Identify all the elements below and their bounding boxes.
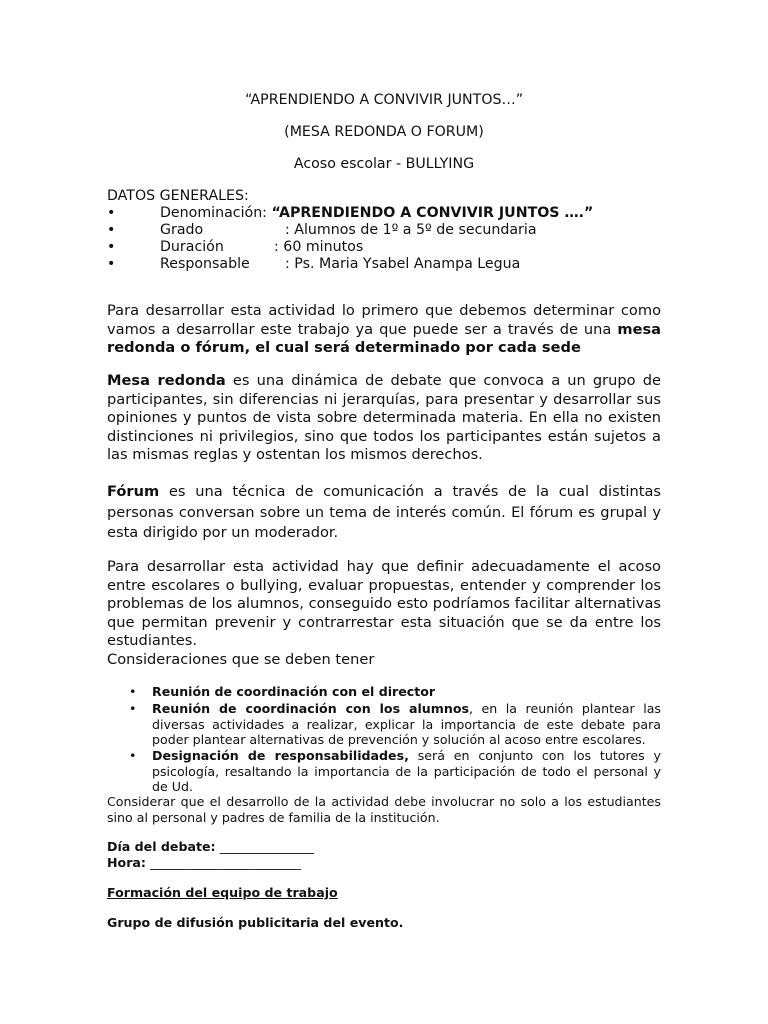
publicity-group-heading: Grupo de difusión publicitaria del evento.	[107, 915, 404, 930]
item-value: “APRENDIENDO A CONVIVIR JUNTOS ….”	[271, 205, 594, 221]
bullet-icon: •	[107, 222, 116, 238]
item-label: Duración	[160, 239, 224, 255]
item-label: Responsable	[160, 256, 250, 272]
bullet-icon: •	[107, 239, 116, 255]
activity-paragraph: Para desarrollar esta actividad hay que definir adecuadamente el acoso entre escolares o bullying, evaluar propuestas, entender y comprender los problemas de los alumnos, conseguido esto podríamos facilitar alternativas que permitan prevenir y contrarrestar esta situación que se da entre los estudiantes.	[107, 558, 661, 649]
forum-paragraph: Fórum es una técnica de comunicación a través de la cual distintas personas conversan sobre un tema de interés común. El fórum es grupal y esta dirigido por un moderador.	[107, 483, 661, 541]
debate-day-field	[107, 839, 667, 856]
item-value: : Alumnos de 1º a 5º de secundaria	[285, 222, 537, 238]
round-table-paragraph: Mesa redonda es una dinámica de debate que convoca a un grupo de participantes, sin diferencias ni jerarquías, para presentar y desarrollar sus opiniones y puntos de vista sobre determinada materia. En ella no existen distinciones ni privilegios, sino que todos los participantes están sujetos a las mismas reglas y ostentan los mismos derechos.	[107, 372, 661, 463]
debate-day-label: Día del debate:	[107, 839, 216, 854]
document-topic: Acoso escolar - BULLYING	[293, 156, 475, 172]
general-item-grade	[107, 222, 667, 239]
bullet-icon: •	[129, 748, 137, 763]
considerations-heading: Consideraciones que se deben tener	[107, 651, 375, 668]
consideration-item: • Reunión de coordinación con los alumnos, en la reunión plantear las diversas actividades a realizar, explicar la importancia de este debate para poder plantear alternativas de prevención y solución al acoso entre escolares.	[129, 701, 661, 747]
debate-time-field	[107, 855, 667, 872]
bullet-icon: •	[107, 256, 116, 272]
item-value: : 60 minutos	[274, 239, 364, 255]
consideration-item: • Reunión de coordinación con el director	[129, 684, 436, 699]
general-item-responsible	[107, 256, 667, 273]
general-item-duration	[107, 239, 667, 256]
bullet-icon: •	[107, 205, 116, 221]
item-label: Denominación:	[160, 205, 272, 221]
general-item-name	[107, 205, 667, 222]
debate-time-blank: ________________________	[145, 855, 302, 870]
item-value: : Ps. Maria Ysabel Anampa Legua	[285, 256, 521, 272]
intro-paragraph: Para desarrollar esta actividad lo primero que debemos determinar como vamos a desarrollar este trabajo ya que puede ser a través de una mesa redonda o fórum, el cual será determinado por cada sede	[107, 302, 661, 356]
team-heading: Formación del equipo de trabajo	[107, 885, 338, 900]
debate-day-blank: _______________	[215, 839, 315, 854]
bullet-icon: •	[129, 684, 137, 699]
consideration-item: • Designación de responsabilidades, será en conjunto con los tutores y psicología, resaltando la importancia de la participación de todo el personal y de Ud.	[129, 748, 661, 794]
general-data-heading: DATOS GENERALES:	[107, 188, 249, 204]
item-label: Grado	[160, 222, 204, 238]
document-title: “APRENDIENDO A CONVIVIR JUNTOS…”	[244, 92, 524, 108]
debate-time-label: Hora:	[107, 855, 146, 870]
bullet-icon: •	[129, 701, 137, 716]
document-subtitle: (MESA REDONDA O FORUM)	[284, 124, 484, 140]
considerations-note: Considerar que el desarrollo de la actividad debe involucrar no solo a los estudiantes sino al personal y padres de familia de la institución.	[107, 794, 661, 825]
